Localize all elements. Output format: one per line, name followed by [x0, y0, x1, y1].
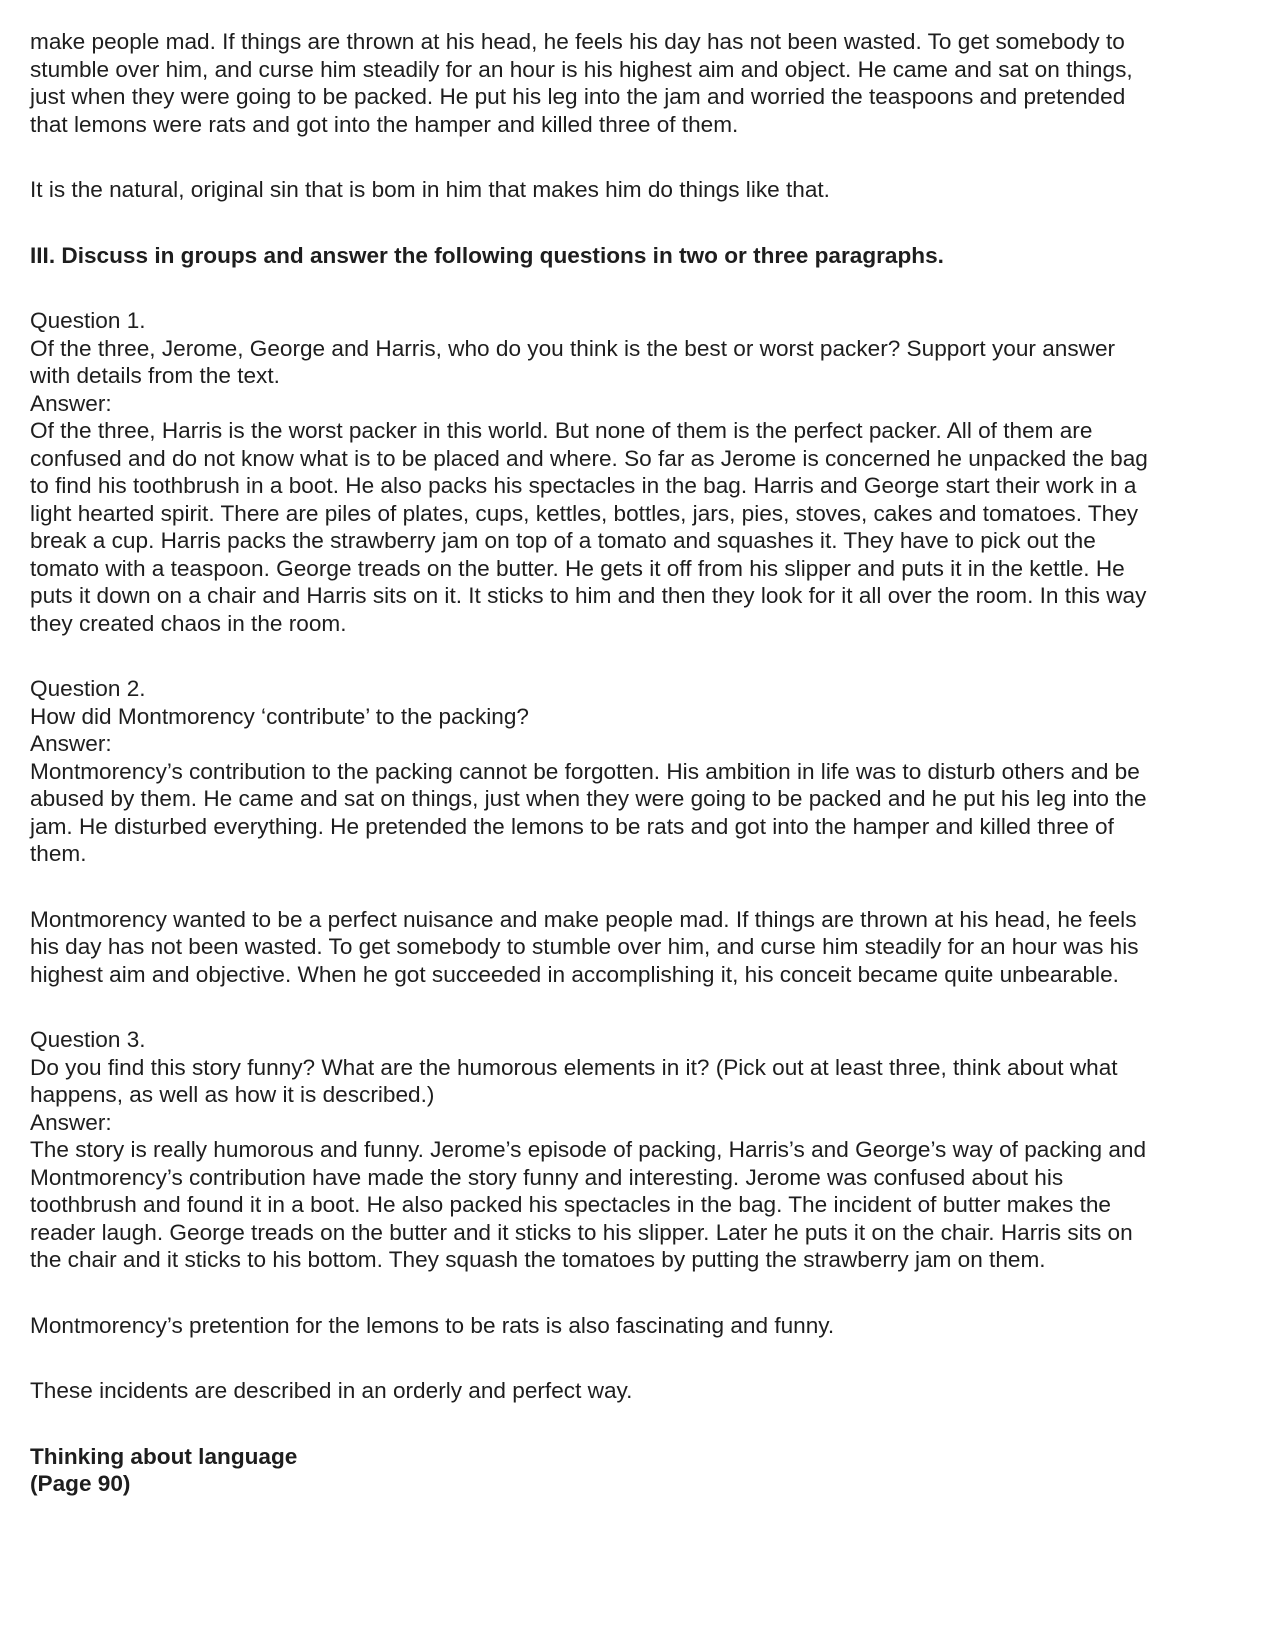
paragraph — [30, 1026, 1260, 1274]
text-line: Question 1. — [30, 308, 146, 333]
text-line: Of the three, Jerome, George and Harris, who do you think is the best or worst packer? Support your answer — [30, 335, 1116, 361]
text-line: (Page 90) — [30, 1471, 131, 1496]
text-line: Question 3. — [30, 1027, 146, 1052]
text-line: with details from the text. — [30, 363, 280, 388]
text-line: Of the three, Harris is the worst packer in this world. But none of them is the perfect packer. All of them are — [30, 418, 1093, 443]
text-line: they created chaos in the room. — [30, 610, 347, 636]
text-line: break a cup. Harris packs the strawberry jam on top of a tomato and squashes it. They have to pick out the — [30, 528, 1096, 553]
text-line: toothbrush and found it in a boot. He also packed his spectacles in the bag. The incident of butter makes the — [30, 1192, 1112, 1217]
section-heading — [30, 1443, 1260, 1498]
text-line: Do you find this story funny? What are the humorous elements in it? (Pick out at least three, think about what — [30, 1054, 1118, 1080]
text-line: III. Discuss in groups and answer the following questions in two or three paragraphs. — [30, 242, 944, 268]
section-heading — [30, 242, 1260, 270]
text-line: Question 2. — [30, 676, 146, 701]
text-line: stumble over him, and curse him steadily for an hour is his highest aim and object. He came and sat on things, — [30, 56, 1133, 82]
text-line: Answer: — [30, 390, 112, 416]
text-line: that lemons were rats and got into the hamper and killed three of them. — [30, 111, 739, 137]
text-line: reader laugh. George treads on the butter and it sticks to his slipper. Later he puts it on the chair. Harris sits on — [30, 1219, 1133, 1245]
text-line: How did Montmorency ‘contribute’ to the packing? — [30, 703, 529, 729]
text-line: just when they were going to be packed. He put his leg into the jam and worried the teaspoons and pretended — [30, 84, 1126, 109]
text-line: Thinking about language — [30, 1443, 298, 1469]
paragraph — [30, 28, 1260, 138]
text-line: The story is really humorous and funny. Jerome’s episode of packing, Harris’s and George’s way of packing and — [30, 1137, 1147, 1162]
text-line: Answer: — [30, 731, 112, 756]
text-line: Montmorency’s contribution to the packing cannot be forgotten. His ambition in life was to disturb others and be — [30, 758, 1140, 784]
text-line: tomato with a teaspoon. George treads on the butter. He gets it off from his slipper and puts it in the kettle. He — [30, 555, 1125, 581]
document-page — [30, 28, 1260, 1536]
text-line: Answer: — [30, 1109, 112, 1135]
paragraph — [30, 307, 1260, 637]
text-line: Montmorency wanted to be a perfect nuisance and make people mad. If things are thrown at his head, he feels — [30, 906, 1137, 932]
text-line: the chair and it sticks to his bottom. They squash the tomatoes by putting the strawberry jam on them. — [30, 1247, 1046, 1272]
text-line: Montmorency’s contribution have made the story funny and interesting. Jerome was confused about his — [30, 1164, 1064, 1190]
text-line: to find his toothbrush in a boot. He also packs his spectacles in the bag. Harris and George start their work in a — [30, 473, 1137, 498]
paragraph — [30, 906, 1260, 989]
text-line: puts it down on a chair and Harris sits on it. It sticks to him and then they look for it all over the room. In this way — [30, 583, 1147, 608]
text-line: jam. He disturbed everything. He pretended the lemons to be rats and got into the hamper and killed three of — [30, 813, 1114, 839]
text-line: Montmorency’s pretention for the lemons to be rats is also fascinating and funny. — [30, 1312, 835, 1338]
paragraph — [30, 675, 1260, 868]
paragraph — [30, 1377, 1260, 1405]
text-line: happens, as well as how it is described.) — [30, 1082, 435, 1107]
text-line: confused and do not know what is to be placed and where. So far as Jerome is concerned he unpacked the bag — [30, 445, 1148, 471]
text-line: highest aim and objective. When he got succeeded in accomplishing it, his conceit became quite unbearable. — [30, 961, 1119, 987]
paragraph — [30, 1312, 1260, 1340]
text-line: These incidents are described in an orderly and perfect way. — [30, 1378, 633, 1403]
text-line: It is the natural, original sin that is bom in him that makes him do things like that. — [30, 177, 830, 202]
text-line: abused by them. He came and sat on things, just when they were going to be packed and he put his leg into the — [30, 786, 1147, 811]
text-line: light hearted spirit. There are piles of plates, cups, kettles, bottles, jars, pies, stoves, cakes and tomatoes. They — [30, 500, 1139, 526]
paragraph — [30, 176, 1260, 204]
text-line: his day has not been wasted. To get somebody to stumble over him, and curse him steadily for an hour was his — [30, 934, 1139, 959]
text-line: them. — [30, 841, 87, 866]
text-line: make people mad. If things are thrown at his head, he feels his day has not been wasted. To get somebody to — [30, 29, 1125, 54]
